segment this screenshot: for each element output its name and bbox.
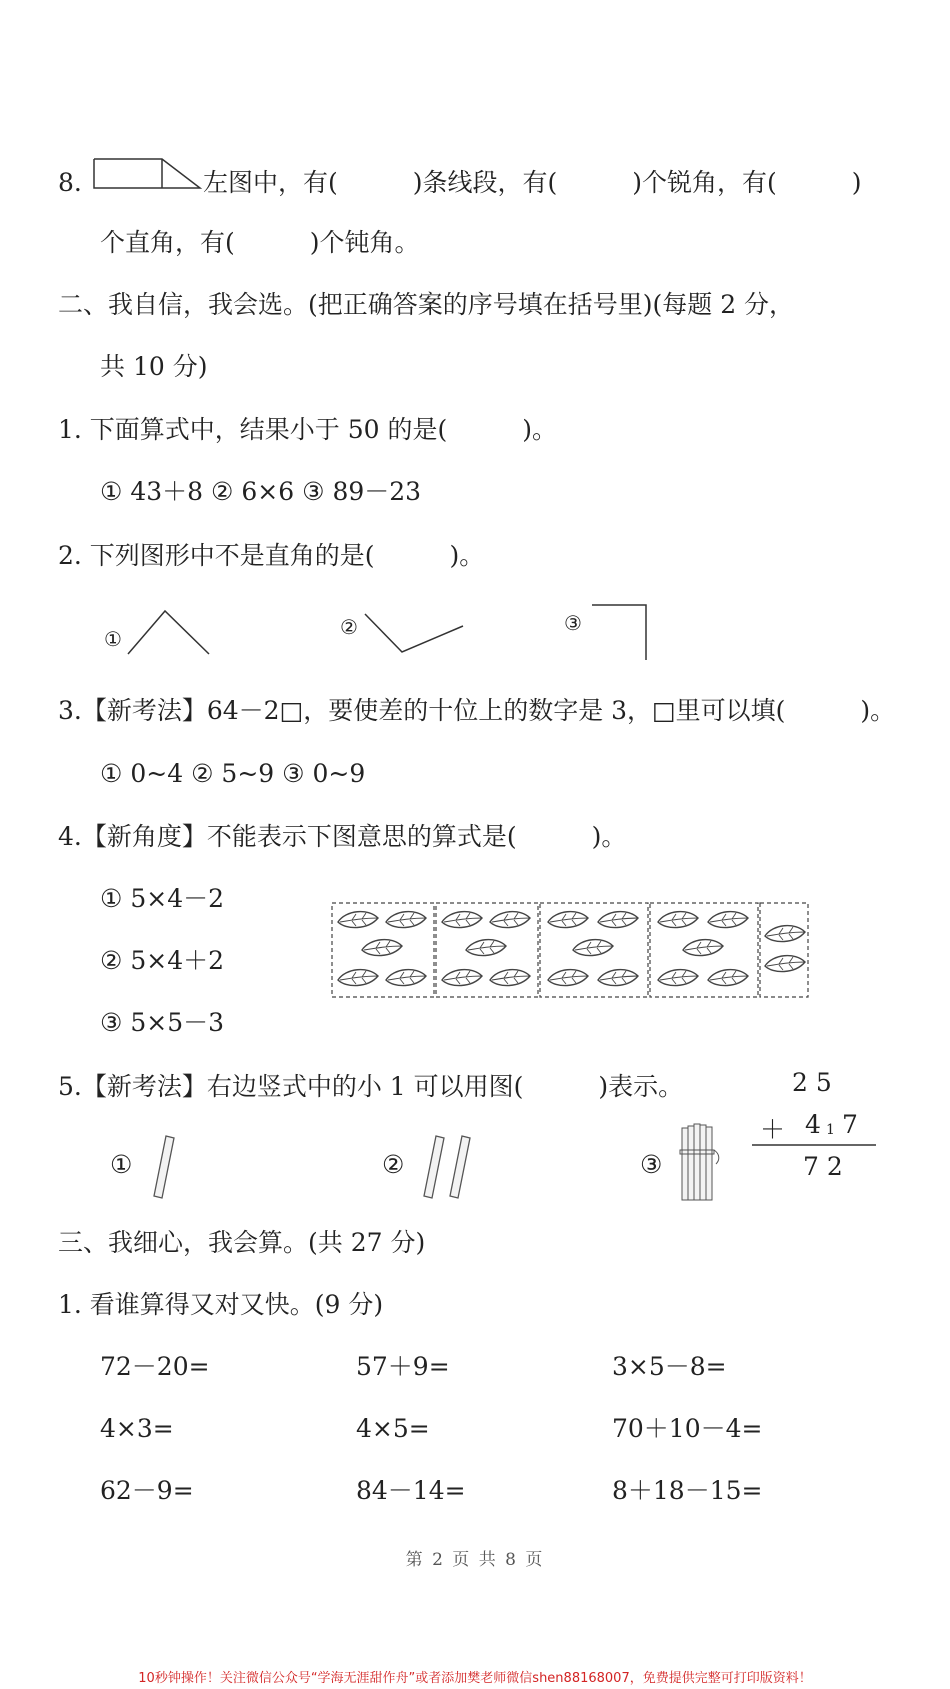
stick-bundle-figure: [676, 1120, 724, 1204]
q2-label-3: ③: [564, 611, 582, 635]
section3-title: 三、我细心，我会算。(共 27 分): [58, 1228, 426, 1257]
vertical-top: 2 5: [792, 1068, 832, 1097]
vertical-result: 7 2: [803, 1152, 843, 1181]
calc-item: 62－9=: [100, 1476, 194, 1505]
stick-figure-1: [150, 1132, 180, 1202]
page-number: 第 2 页 共 8 页: [405, 1550, 545, 1570]
q1-stem: 1. 下面算式中，结果小于 50 的是( )。: [58, 415, 558, 444]
q5-label-2: ②: [382, 1150, 405, 1179]
q2-label-2: ②: [340, 615, 358, 639]
q5-stem: 5.【新考法】右边竖式中的小 1 可以用图( )表示。: [58, 1072, 684, 1101]
angle-figure-3: [590, 602, 650, 662]
q3-options: ① 0~4 ② 5~9 ③ 0~9: [100, 759, 366, 788]
vertical-mid-b: 7: [842, 1110, 858, 1139]
vertical-carry: 1: [826, 1122, 835, 1138]
q5-label-1: ①: [110, 1150, 133, 1179]
q8-number: 8.: [58, 168, 82, 197]
vertical-mid-a: 4: [805, 1110, 821, 1139]
q4-option-3: ③ 5×5－3: [100, 1008, 225, 1037]
q4-stem: 4.【新角度】不能表示下图意思的算式是( )。: [58, 822, 627, 851]
calc-q1-stem: 1. 看谁算得又对又快。(9 分): [58, 1290, 384, 1319]
angle-figure-2: [362, 610, 466, 660]
stick-figure-2: [420, 1132, 474, 1202]
q4-option-1: ① 5×4－2: [100, 884, 225, 913]
section2-title: 二、我自信，我会选。(把正确答案的序号填在括号里)(每题 2 分，: [58, 290, 795, 319]
footer-ad-text: 10秒钟操作！关注微信公众号“学海无涯甜作舟”或者添加樊老师微信shen88168007，免费提供完整可打印版资料！: [138, 1671, 812, 1686]
trapezoid-figure: [92, 157, 204, 195]
q3-stem: 3.【新考法】64－2□，要使差的十位上的数字是 3，□里可以填( )。: [58, 696, 896, 725]
q5-label-3: ③: [640, 1150, 663, 1179]
q2-stem: 2. 下列图形中不是直角的是( )。: [58, 541, 485, 570]
vertical-line: [750, 1142, 878, 1148]
q4-option-2: ② 5×4＋2: [100, 946, 225, 975]
calc-item: 70＋10－4=: [612, 1414, 763, 1443]
calc-item: 8＋18－15=: [612, 1476, 763, 1505]
q8-line1: 左图中，有( )条线段，有( )个锐角，有( ): [203, 168, 862, 197]
calc-item: 72－20=: [100, 1352, 210, 1381]
calc-item: 4×5=: [356, 1414, 430, 1443]
q2-label-1: ①: [104, 627, 122, 651]
q1-options: ① 43＋8 ② 6×6 ③ 89－23: [100, 477, 422, 506]
section2-title-cont: 共 10 分): [100, 352, 208, 381]
calc-item: 57＋9=: [356, 1352, 450, 1381]
calc-item: 3×5－8=: [612, 1352, 727, 1381]
q8-line2: 个直角，有( )个钝角。: [100, 228, 420, 257]
angle-figure-1: [125, 608, 215, 658]
calc-item: 84－14=: [356, 1476, 466, 1505]
vertical-op: ＋: [760, 1115, 786, 1144]
calc-item: 4×3=: [100, 1414, 174, 1443]
leaves-figure: [330, 900, 810, 1000]
